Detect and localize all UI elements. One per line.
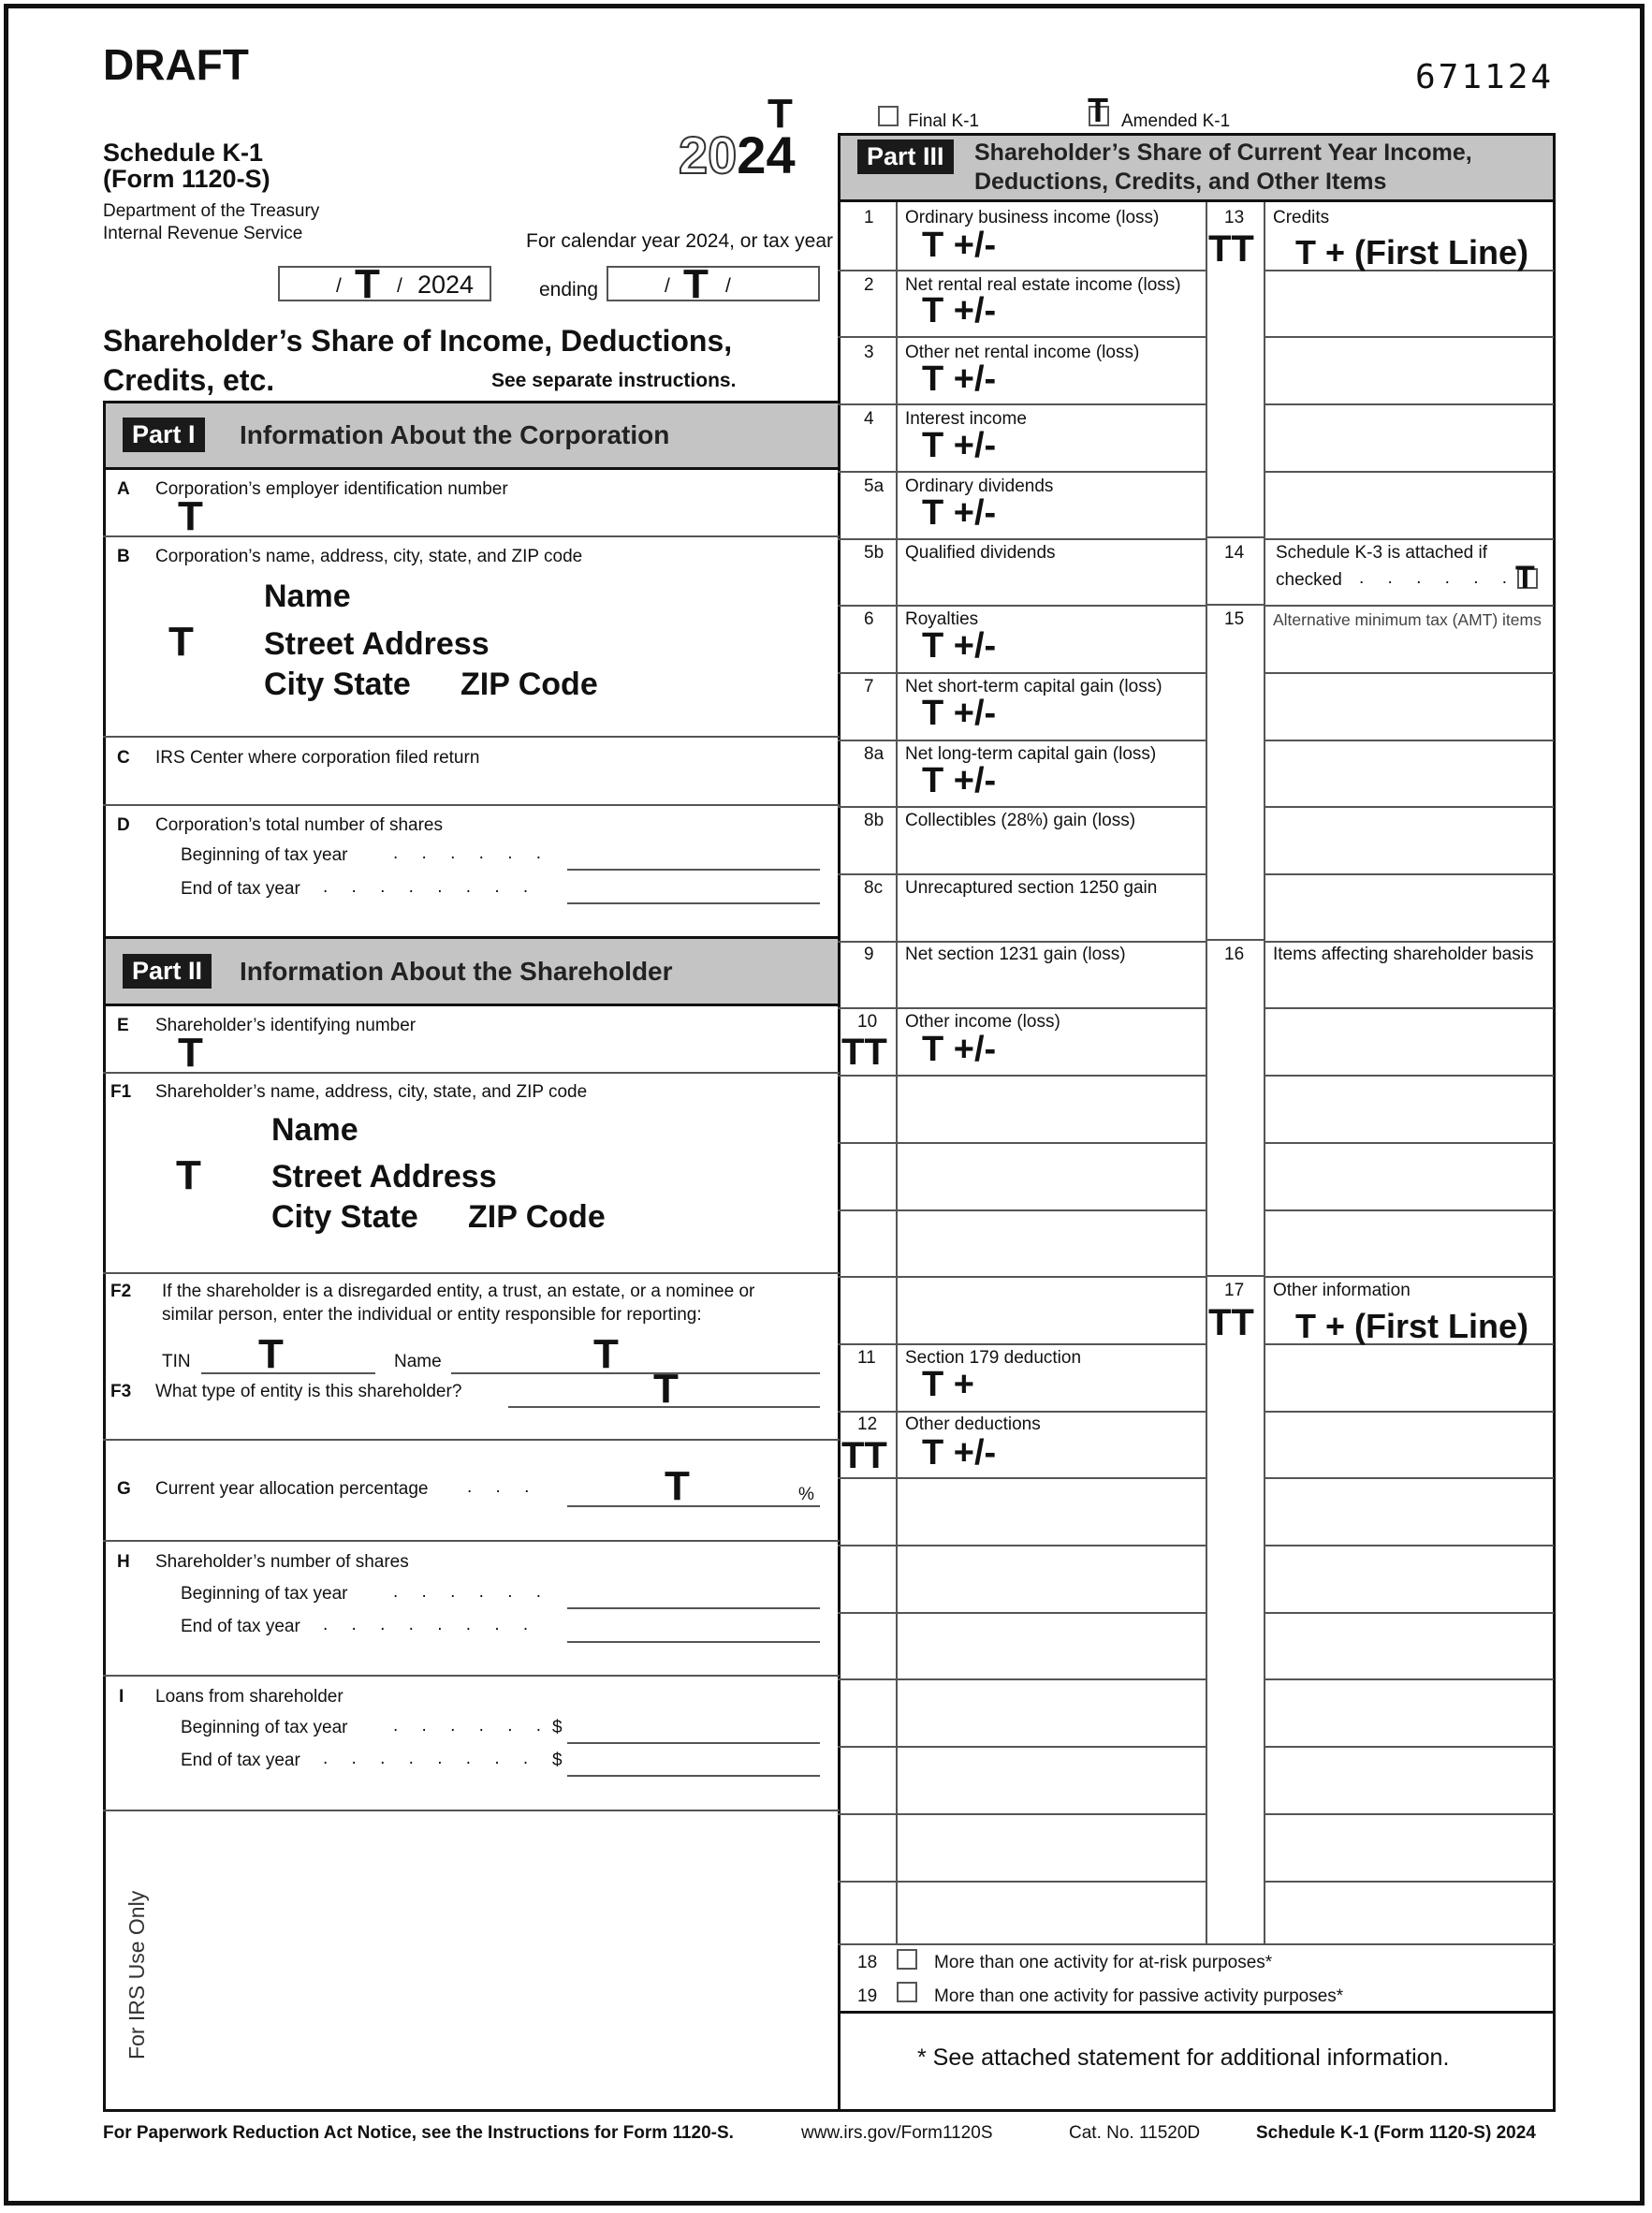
grid-line	[838, 1075, 1206, 1077]
form-title-line2: Credits, etc.	[103, 363, 275, 397]
shareholder-id-value[interactable]: T	[178, 1030, 203, 1076]
grid-line	[838, 605, 1206, 607]
allocation-pct-field[interactable]	[567, 1505, 820, 1507]
form-number: (Form 1120-S)	[103, 165, 270, 193]
line-17-code[interactable]: TT	[1208, 1302, 1254, 1343]
grid-line	[838, 1746, 1206, 1748]
grid-line	[838, 1411, 1206, 1413]
col-divider	[896, 202, 898, 1943]
line-i-end-dots: . . . . . . . .	[323, 1749, 538, 1768]
bottom-border	[103, 2109, 1556, 2112]
ending-label: ending	[539, 279, 599, 300]
line-g-letter: G	[117, 1479, 131, 1499]
line-6-value[interactable]: T +/-	[922, 626, 997, 666]
line-e-label: Shareholder’s identifying number	[155, 1016, 417, 1035]
grid-line	[1206, 604, 1264, 606]
grid-line	[1264, 1612, 1554, 1614]
grid-line	[838, 471, 1206, 473]
line-h-end-label: End of tax year	[181, 1617, 300, 1636]
end-date-field[interactable]	[607, 261, 820, 307]
form-title-line1: Shareholder’s Share of Income, Deductions,	[103, 324, 733, 358]
begin-date-mark: T	[355, 261, 380, 307]
line-8a-label: Net long-term capital gain (loss)	[905, 744, 1157, 764]
divider	[103, 1072, 840, 1074]
line-d-end-dots: . . . . . . . .	[323, 877, 538, 897]
line-16-label: Items affecting shareholder basis	[1273, 945, 1534, 964]
grid-line	[838, 1477, 1206, 1479]
grid-line	[1264, 1142, 1554, 1144]
shareholder-name[interactable]: Name	[271, 1112, 358, 1148]
passive-checkbox[interactable]	[897, 1982, 917, 2002]
shareholder-address-mark: T	[176, 1152, 201, 1198]
corp-street[interactable]: Street Address	[264, 626, 490, 662]
line-12-value[interactable]: T +/-	[922, 1433, 997, 1473]
part3-title-line2: Deductions, Credits, and Other Items	[974, 169, 1387, 195]
grid-line	[838, 403, 1206, 405]
line-11-value[interactable]: T +	[922, 1365, 974, 1404]
divider	[103, 535, 840, 537]
line-f2-letter: F2	[110, 1282, 132, 1301]
irs-use-only: For IRS Use Only	[124, 1890, 149, 2059]
irs-url[interactable]: www.irs.gov/Form1120S	[801, 2123, 993, 2143]
tin-value: T	[258, 1331, 284, 1377]
end-date-sep1: /	[665, 275, 670, 297]
line-3-label: Other net rental income (loss)	[905, 343, 1140, 362]
corp-city-state[interactable]: City State	[264, 667, 411, 702]
corp-zip[interactable]: ZIP Code	[461, 667, 598, 702]
name-label: Name	[394, 1352, 442, 1371]
grid-line	[1264, 873, 1554, 875]
line-3-num: 3	[864, 343, 874, 362]
grid-line	[838, 941, 1206, 943]
line-i-begin-dots: . . . . . .	[393, 1716, 551, 1736]
line-12-num: 12	[857, 1414, 878, 1434]
line-h-end-dots: . . . . . . . .	[323, 1615, 538, 1634]
irs-label: Internal Revenue Service	[103, 224, 303, 243]
draft-label: DRAFT	[103, 40, 249, 89]
line-7-value[interactable]: T +/-	[922, 694, 997, 733]
grid-line	[1264, 941, 1554, 943]
line-8b-num: 8b	[864, 811, 884, 830]
line-5a-value[interactable]: T +/-	[922, 493, 997, 533]
part2-title: Information About the Shareholder	[240, 957, 673, 986]
end-date-mark: T	[683, 261, 709, 307]
grid-line	[1264, 605, 1554, 607]
line-13-code[interactable]: TT	[1208, 228, 1254, 270]
line-17-label: Other information	[1273, 1281, 1411, 1300]
paperwork-notice: For Paperwork Reduction Act Notice, see the Instructions for Form 1120-S.	[103, 2123, 734, 2143]
grid-line	[838, 1612, 1206, 1614]
corp-shares-begin-field[interactable]	[567, 869, 820, 871]
loan-end-dollar: $	[552, 1751, 563, 1770]
divider	[103, 736, 840, 738]
line-i-begin-label: Beginning of tax year	[181, 1718, 348, 1737]
grid-line	[1264, 1007, 1554, 1009]
line-i-end-label: End of tax year	[181, 1751, 300, 1770]
divider	[103, 1540, 840, 1542]
line-15-num: 15	[1224, 609, 1245, 629]
tax-year	[679, 125, 796, 184]
divider	[103, 1272, 840, 1274]
line-h-letter: H	[117, 1552, 130, 1572]
line-6-num: 6	[864, 609, 874, 629]
line-f1-label: Shareholder’s name, address, city, state, and ZIP code	[155, 1082, 588, 1102]
line-18-num: 18	[857, 1953, 878, 1972]
at-risk-checkbox[interactable]	[897, 1949, 917, 1970]
line-13-label: Credits	[1273, 208, 1330, 227]
line-14-label2: checked	[1276, 570, 1342, 590]
line-14-label1: Schedule K-3 is attached if	[1276, 543, 1488, 563]
line-11-num: 11	[857, 1348, 876, 1368]
grid-line	[838, 740, 1206, 741]
allocation-pct-value: T	[665, 1463, 690, 1509]
line-10-code[interactable]: TT	[841, 1032, 887, 1073]
line-9-num: 9	[864, 945, 874, 964]
entity-type-value: T	[653, 1366, 679, 1412]
tin-label: TIN	[162, 1352, 191, 1371]
line-e-letter: E	[117, 1016, 129, 1035]
line-10-label: Other income (loss)	[905, 1012, 1060, 1032]
shareholder-zip[interactable]: ZIP Code	[468, 1199, 606, 1235]
line-13-value[interactable]: T + (First Line)	[1295, 233, 1529, 271]
grid-line	[838, 1209, 1206, 1211]
line-c-label: IRS Center where corporation filed return	[155, 748, 480, 768]
line-f3-label: What type of entity is this shareholder?	[155, 1382, 462, 1401]
grid-line	[838, 1276, 1206, 1278]
line-5a-num: 5a	[864, 476, 884, 496]
line-14-num: 14	[1224, 543, 1245, 563]
grid-line	[1264, 1209, 1554, 1211]
loans-end-field[interactable]	[567, 1775, 820, 1777]
grid-line	[1264, 471, 1554, 473]
shares-begin-field[interactable]	[567, 1607, 820, 1609]
shares-end-field[interactable]	[567, 1641, 820, 1643]
line-14-dots: . . . . . .	[1359, 568, 1517, 588]
line-18-label: More than one activity for at-risk purposes*	[934, 1953, 1273, 1972]
line-d-letter: D	[117, 815, 130, 835]
tin-field[interactable]	[201, 1372, 375, 1374]
pct-sign: %	[798, 1485, 814, 1504]
grid-line	[838, 1881, 1206, 1883]
part3-label: Part III	[857, 139, 954, 174]
loan-begin-dollar: $	[552, 1718, 563, 1737]
line-17-num: 17	[1224, 1281, 1245, 1300]
part2-label: Part II	[123, 954, 212, 989]
dept-treasury: Department of the Treasury	[103, 201, 320, 221]
line-2-label: Net rental real estate income (loss)	[905, 275, 1181, 295]
line-d-label: Corporation’s total number of shares	[155, 815, 443, 835]
amended-k1-label: Amended K-1	[1121, 111, 1231, 131]
grid-line	[1264, 740, 1554, 741]
line-h-begin-dots: . . . . . .	[393, 1582, 551, 1602]
line-c-letter: C	[117, 748, 130, 768]
line-d-end-label: End of tax year	[181, 879, 300, 899]
grid-line	[838, 1343, 1206, 1345]
grid-line	[838, 806, 1206, 808]
line-12-code[interactable]: TT	[841, 1435, 887, 1476]
line-f2-text1: If the shareholder is a disregarded entity, a trust, an estate, or a nominee or	[162, 1282, 755, 1301]
line-1-value[interactable]: T +/-	[922, 226, 997, 265]
line-3-value[interactable]: T +/-	[922, 359, 997, 399]
grid-line	[838, 1545, 1206, 1546]
line-5b-label: Qualified dividends	[905, 543, 1056, 563]
line-g-dots: . . .	[467, 1477, 539, 1497]
year-suffix: 24	[737, 125, 796, 184]
divider	[103, 1810, 840, 1811]
shareholder-street[interactable]: Street Address	[271, 1159, 497, 1194]
line-i-letter: I	[119, 1687, 124, 1707]
corp-shares-end-field[interactable]	[567, 902, 820, 904]
line-a-letter: A	[117, 479, 130, 499]
footer-form-name: Schedule K-1 (Form 1120-S) 2024	[1256, 2123, 1536, 2143]
divider	[103, 1675, 840, 1677]
attached-statement-note: * See attached statement for additional information.	[917, 2044, 1450, 2071]
line-g-label: Current year allocation percentage	[155, 1479, 429, 1499]
begin-date-year: 2024	[417, 271, 475, 299]
grid-line	[1264, 672, 1554, 674]
col-divider	[1264, 202, 1265, 1943]
shareholder-city-state[interactable]: City State	[271, 1199, 418, 1235]
begin-date-sep1: /	[336, 275, 342, 297]
final-k1-label: Final K-1	[908, 111, 980, 131]
grid-line	[1264, 1411, 1554, 1413]
calendar-note: For calendar year 2024, or tax year	[526, 230, 834, 252]
divider	[838, 2011, 1555, 2014]
corp-ein-value[interactable]: T	[178, 493, 203, 539]
line-1-label: Ordinary business income (loss)	[905, 208, 1160, 227]
line-6-label: Royalties	[905, 609, 979, 629]
grid-line	[838, 1678, 1206, 1680]
final-k1-checkbox[interactable]	[878, 106, 899, 126]
grid-line	[1264, 403, 1554, 405]
k3-attached-mark: T	[1515, 560, 1535, 595]
line-15-label: Alternative minimum tax (AMT) items	[1273, 610, 1542, 629]
begin-date-field[interactable]	[278, 261, 491, 307]
line-8a-value[interactable]: T +/-	[922, 761, 997, 800]
begin-date-sep2: /	[397, 275, 402, 297]
grid-line	[1264, 336, 1554, 338]
year-prefix: 20	[679, 125, 738, 184]
corp-name[interactable]: Name	[264, 579, 351, 614]
see-instructions: See separate instructions.	[491, 370, 737, 391]
line-9-label: Net section 1231 gain (loss)	[905, 945, 1126, 964]
form-code: 671124	[1415, 58, 1555, 96]
line-2-value[interactable]: T +/-	[922, 291, 997, 330]
left-border	[103, 401, 106, 2111]
catalog-number: Cat. No. 11520D	[1069, 2123, 1201, 2143]
line-1-num: 1	[864, 208, 874, 227]
line-7-num: 7	[864, 677, 874, 696]
amended-k1-mark: T	[1088, 91, 1108, 129]
grid-line	[1264, 538, 1554, 540]
grid-line	[838, 336, 1206, 338]
line-a-label: Corporation’s employer identification number	[155, 479, 508, 499]
schedule-title: Schedule K-1	[103, 139, 264, 167]
line-11-label: Section 179 deduction	[905, 1348, 1082, 1368]
grid-line	[838, 538, 1206, 540]
line-f1-letter: F1	[110, 1082, 132, 1102]
part3-title-line1: Shareholder’s Share of Current Year Income,	[974, 139, 1472, 166]
grid-line	[1264, 1545, 1554, 1546]
end-date-sep2: /	[725, 275, 731, 297]
line-2-num: 2	[864, 275, 874, 295]
line-f3-letter: F3	[110, 1382, 132, 1401]
grid-line	[838, 1142, 1206, 1144]
part1-header	[103, 401, 841, 470]
line-d-begin-label: Beginning of tax year	[181, 845, 348, 865]
line-16-num: 16	[1224, 945, 1245, 964]
grid-line	[838, 1813, 1206, 1815]
grid-line	[838, 873, 1206, 875]
line-4-value[interactable]: T +/-	[922, 426, 997, 465]
line-13-num: 13	[1224, 208, 1245, 227]
year-marker: T	[768, 91, 793, 137]
line-5a-label: Ordinary dividends	[905, 476, 1054, 496]
line-8c-num: 8c	[864, 878, 884, 898]
responsible-name-value: T	[593, 1331, 619, 1377]
line-8a-num: 8a	[864, 744, 884, 764]
grid-line	[1264, 1746, 1554, 1748]
divider	[838, 1943, 1555, 1945]
line-19-label: More than one activity for passive activity purposes*	[934, 1986, 1344, 2006]
line-8b-label: Collectibles (28%) gain (loss)	[905, 811, 1136, 830]
line-7-label: Net short-term capital gain (loss)	[905, 677, 1162, 696]
grid-line	[1264, 1678, 1554, 1680]
line-b-letter: B	[117, 547, 130, 566]
line-19-num: 19	[857, 1986, 878, 2006]
grid-line	[1264, 1477, 1554, 1479]
line-i-label: Loans from shareholder	[155, 1687, 344, 1707]
line-10-value[interactable]: T +/-	[922, 1030, 997, 1069]
grid-line	[1264, 1813, 1554, 1815]
responsible-name-field[interactable]	[451, 1372, 820, 1374]
line-h-begin-label: Beginning of tax year	[181, 1584, 348, 1604]
grid-line	[838, 270, 1206, 271]
grid-line	[1206, 1275, 1264, 1277]
line-17-value[interactable]: T + (First Line)	[1295, 1307, 1529, 1345]
divider	[103, 804, 840, 806]
grid-line	[1206, 536, 1264, 538]
grid-line	[1264, 806, 1554, 808]
line-8c-label: Unrecaptured section 1250 gain	[905, 878, 1158, 898]
line-12-label: Other deductions	[905, 1414, 1041, 1434]
line-f2-text2: similar person, enter the individual or entity responsible for reporting:	[162, 1305, 702, 1325]
line-h-label: Shareholder’s number of shares	[155, 1552, 409, 1572]
line-b-label: Corporation’s name, address, city, state, and ZIP code	[155, 547, 583, 566]
col-divider	[1206, 202, 1207, 1943]
line-5b-num: 5b	[864, 543, 884, 563]
line-d-begin-dots: . . . . . .	[393, 843, 551, 863]
divider	[103, 1439, 840, 1441]
part1-title: Information About the Corporation	[240, 420, 670, 449]
grid-line	[1264, 1276, 1554, 1278]
line-4-num: 4	[864, 409, 874, 429]
loans-begin-field[interactable]	[567, 1742, 820, 1744]
grid-line	[838, 672, 1206, 674]
corp-address-mark: T	[168, 619, 194, 665]
grid-line	[838, 1007, 1206, 1009]
part3-header	[838, 133, 1556, 202]
part1-label: Part I	[123, 418, 205, 452]
part2-header	[103, 936, 841, 1006]
grid-line	[1206, 939, 1264, 941]
grid-line	[1264, 1075, 1554, 1077]
grid-line	[1264, 1881, 1554, 1883]
line-10-num: 10	[857, 1012, 878, 1032]
line-4-label: Interest income	[905, 409, 1027, 429]
